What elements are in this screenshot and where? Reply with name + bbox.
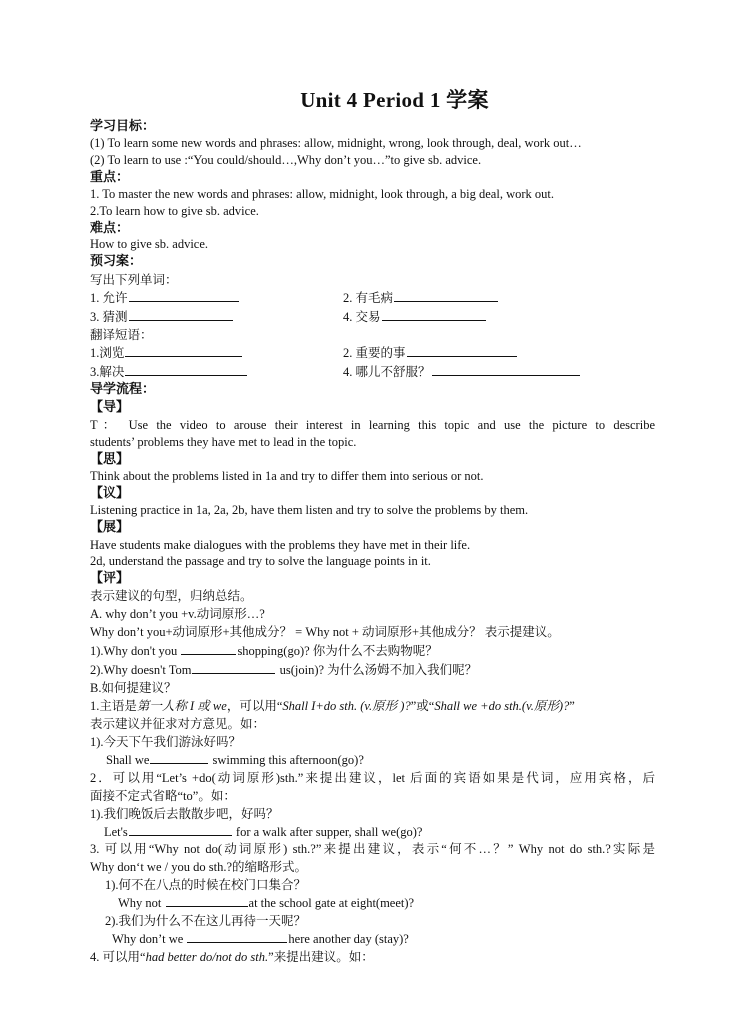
title-text: Unit 4 Period 1 学案 <box>300 88 489 112</box>
ping-b3-answer <box>112 931 655 947</box>
keypoint-item: 2.To learn how to give sb. advice. <box>90 204 259 218</box>
ping-b-heading: B.如何提建议？ <box>90 681 177 695</box>
example-suffix: shopping(go)? 你为什么不去购物呢？ <box>237 644 438 658</box>
ping-b2-question: 1).我们晚饭后去散散步吧，好吗？ <box>90 807 279 821</box>
phrase-blank <box>125 345 242 357</box>
example-prefix: Shall we <box>106 753 150 767</box>
ping-a-example <box>90 643 655 659</box>
phrase-row <box>90 345 655 361</box>
phrase-col2 <box>343 364 581 380</box>
phrases-heading: 翻译短语： <box>90 328 153 342</box>
ping-b1-answer <box>106 752 655 768</box>
ping-b3-question: 2).我们为什么不在这儿再待一天呢？ <box>105 914 307 928</box>
word-blank <box>129 309 233 321</box>
phrase-prompt: 4. 哪儿不舒服？ <box>343 365 431 379</box>
ping-b3-line2: Why don‘t we / you do sth.?的缩略形式。 <box>90 860 307 874</box>
ping-intro: 表示建议的句型，归纳总结。 <box>90 589 253 603</box>
keypoint-item: 1. To master the new words and phrases: allow, midnight, look through, a big deal, work out. <box>90 187 554 201</box>
word-blank <box>394 290 498 302</box>
keypoints-heading: 重点： <box>90 169 130 184</box>
fill-blank <box>181 643 236 655</box>
ping-a-example <box>90 662 655 678</box>
b1-italic: Shall I+do sth. (v.原形 )? <box>282 699 411 713</box>
ping-b2-line2: 面接不定式省略“to”。如： <box>90 789 236 803</box>
b4-text: ”来提出建议。如： <box>268 950 374 964</box>
word-prompt: 2. 有毛病 <box>343 291 394 305</box>
ping-b2-answer <box>104 824 655 840</box>
example-suffix: swimming this afternoon(go)? <box>209 753 364 767</box>
yi-text: Listening practice in 1a, 2a, 2b, have them listen and try to solve the problems by them. <box>90 503 529 517</box>
example-suffix: us(join)? 为什么汤姆不加入我们呢？ <box>276 663 478 677</box>
word-prompt: 3. 猜测 <box>90 310 128 324</box>
objective-item: (2) To learn to use :“You could/should…,Why don’t you…”to give sb. advice. <box>90 153 482 167</box>
words-heading: 写出下列单词： <box>90 273 178 287</box>
example-suffix: here another day (stay)? <box>288 932 409 946</box>
b1-text: ，可以用“ <box>226 699 283 713</box>
word-row <box>90 309 655 325</box>
example-prefix: Why not <box>118 896 165 910</box>
ping-b1-question: 1).今天下午我们游泳好吗？ <box>90 735 242 749</box>
b1-italic: 第一人称 I 或 we <box>136 699 227 713</box>
fill-blank <box>192 662 275 674</box>
example-suffix: for a walk after supper, shall we(go)? <box>232 825 423 839</box>
phrase-col2 <box>343 345 518 361</box>
si-text: Think about the problems listed in 1a and try to differ them into serious or not. <box>90 469 484 483</box>
word-blank <box>382 309 486 321</box>
b1-text: ”或“ <box>410 699 435 713</box>
difficult-heading: 难点： <box>90 220 130 235</box>
word-prompt: 4. 交易 <box>343 310 381 324</box>
word-col2 <box>343 290 499 306</box>
phrase-prompt: 3.解决 <box>90 365 125 379</box>
difficult-text: How to give sb. advice. <box>90 237 209 251</box>
dao-line2: students’ problems they have met to lead in the topic. <box>90 435 357 449</box>
flow-heading: 导学流程： <box>90 381 156 396</box>
word-row <box>90 290 655 306</box>
word-col2 <box>343 309 487 325</box>
example-prefix: Let's <box>104 825 128 839</box>
section-tag-zhan: 【展】 <box>90 519 130 534</box>
example-prefix: 2).Why doesn't Tom <box>90 663 192 677</box>
objective-item: (1) To learn some new words and phrases: allow, midnight, wrong, look through, deal, work out… <box>90 136 582 150</box>
ping-b3-question: 1).何不在八点的时候在校门口集合？ <box>105 878 307 892</box>
b1-italic: Shall we +do sth.(v.原形)? <box>434 699 570 713</box>
ping-a-heading: A. why don’t you +v.动词原形…? <box>90 607 265 621</box>
zhan-line2: 2d, understand the passage and try to solve the language points in it. <box>90 554 431 568</box>
fill-blank <box>150 752 208 764</box>
ping-b4-line <box>90 949 655 965</box>
phrase-blank <box>407 345 517 357</box>
b4-italic: had better do/not do sth. <box>145 950 269 964</box>
fill-blank <box>166 895 248 907</box>
example-prefix: 1).Why don't you <box>90 644 181 658</box>
ping-a-rule: Why don’t you+动词原形+其他成分？ = Why not + 动词原形+其他成分？ 表示提建议。 <box>90 625 560 639</box>
word-blank <box>129 290 239 302</box>
fill-blank <box>129 824 232 836</box>
ping-b3-line1: 3. 可以用“Why not do(动词原形) sth.?”来提出建议，表示“何不…？” Why not do sth.?实际是 <box>90 842 655 856</box>
b1-text: 1.主语是 <box>90 699 137 713</box>
objectives-heading: 学习目标： <box>90 118 156 133</box>
phrase-row <box>90 364 655 380</box>
ping-b3-answer <box>118 895 655 911</box>
ping-b1-line2: 表示建议并征求对方意见。如： <box>90 717 266 731</box>
phrase-prompt: 1.浏览 <box>90 346 125 360</box>
word-prompt: 1. 允许 <box>90 291 128 305</box>
example-suffix: at the school gate at eight(meet)? <box>248 896 415 910</box>
phrase-blank <box>125 364 247 376</box>
section-tag-si: 【思】 <box>90 451 130 466</box>
b4-text: 4. 可以用“ <box>90 950 146 964</box>
section-tag-dao: 【导】 <box>90 399 130 414</box>
dao-line1: T： Use the video to arouse their interest in learning this topic and use the picture to describe <box>90 418 655 432</box>
ping-b1-line1 <box>90 698 655 714</box>
phrase-blank <box>432 364 580 376</box>
ping-b2-line1: 2．可以用“Let’s +do(动词原形)sth.”来提出建议，let 后面的宾语如果是代词，应用宾格，后 <box>90 771 655 785</box>
zhan-line1: Have students make dialogues with the problems they have met in their life. <box>90 538 471 552</box>
fill-blank <box>187 931 287 943</box>
example-prefix: Why don’t we <box>112 932 187 946</box>
section-tag-ping: 【评】 <box>90 570 130 585</box>
page-title <box>0 84 745 114</box>
b1-text: ” <box>569 699 575 713</box>
phrase-prompt: 2. 重要的事 <box>343 346 406 360</box>
preview-heading: 预习案： <box>90 253 143 268</box>
section-tag-yi: 【议】 <box>90 485 130 500</box>
